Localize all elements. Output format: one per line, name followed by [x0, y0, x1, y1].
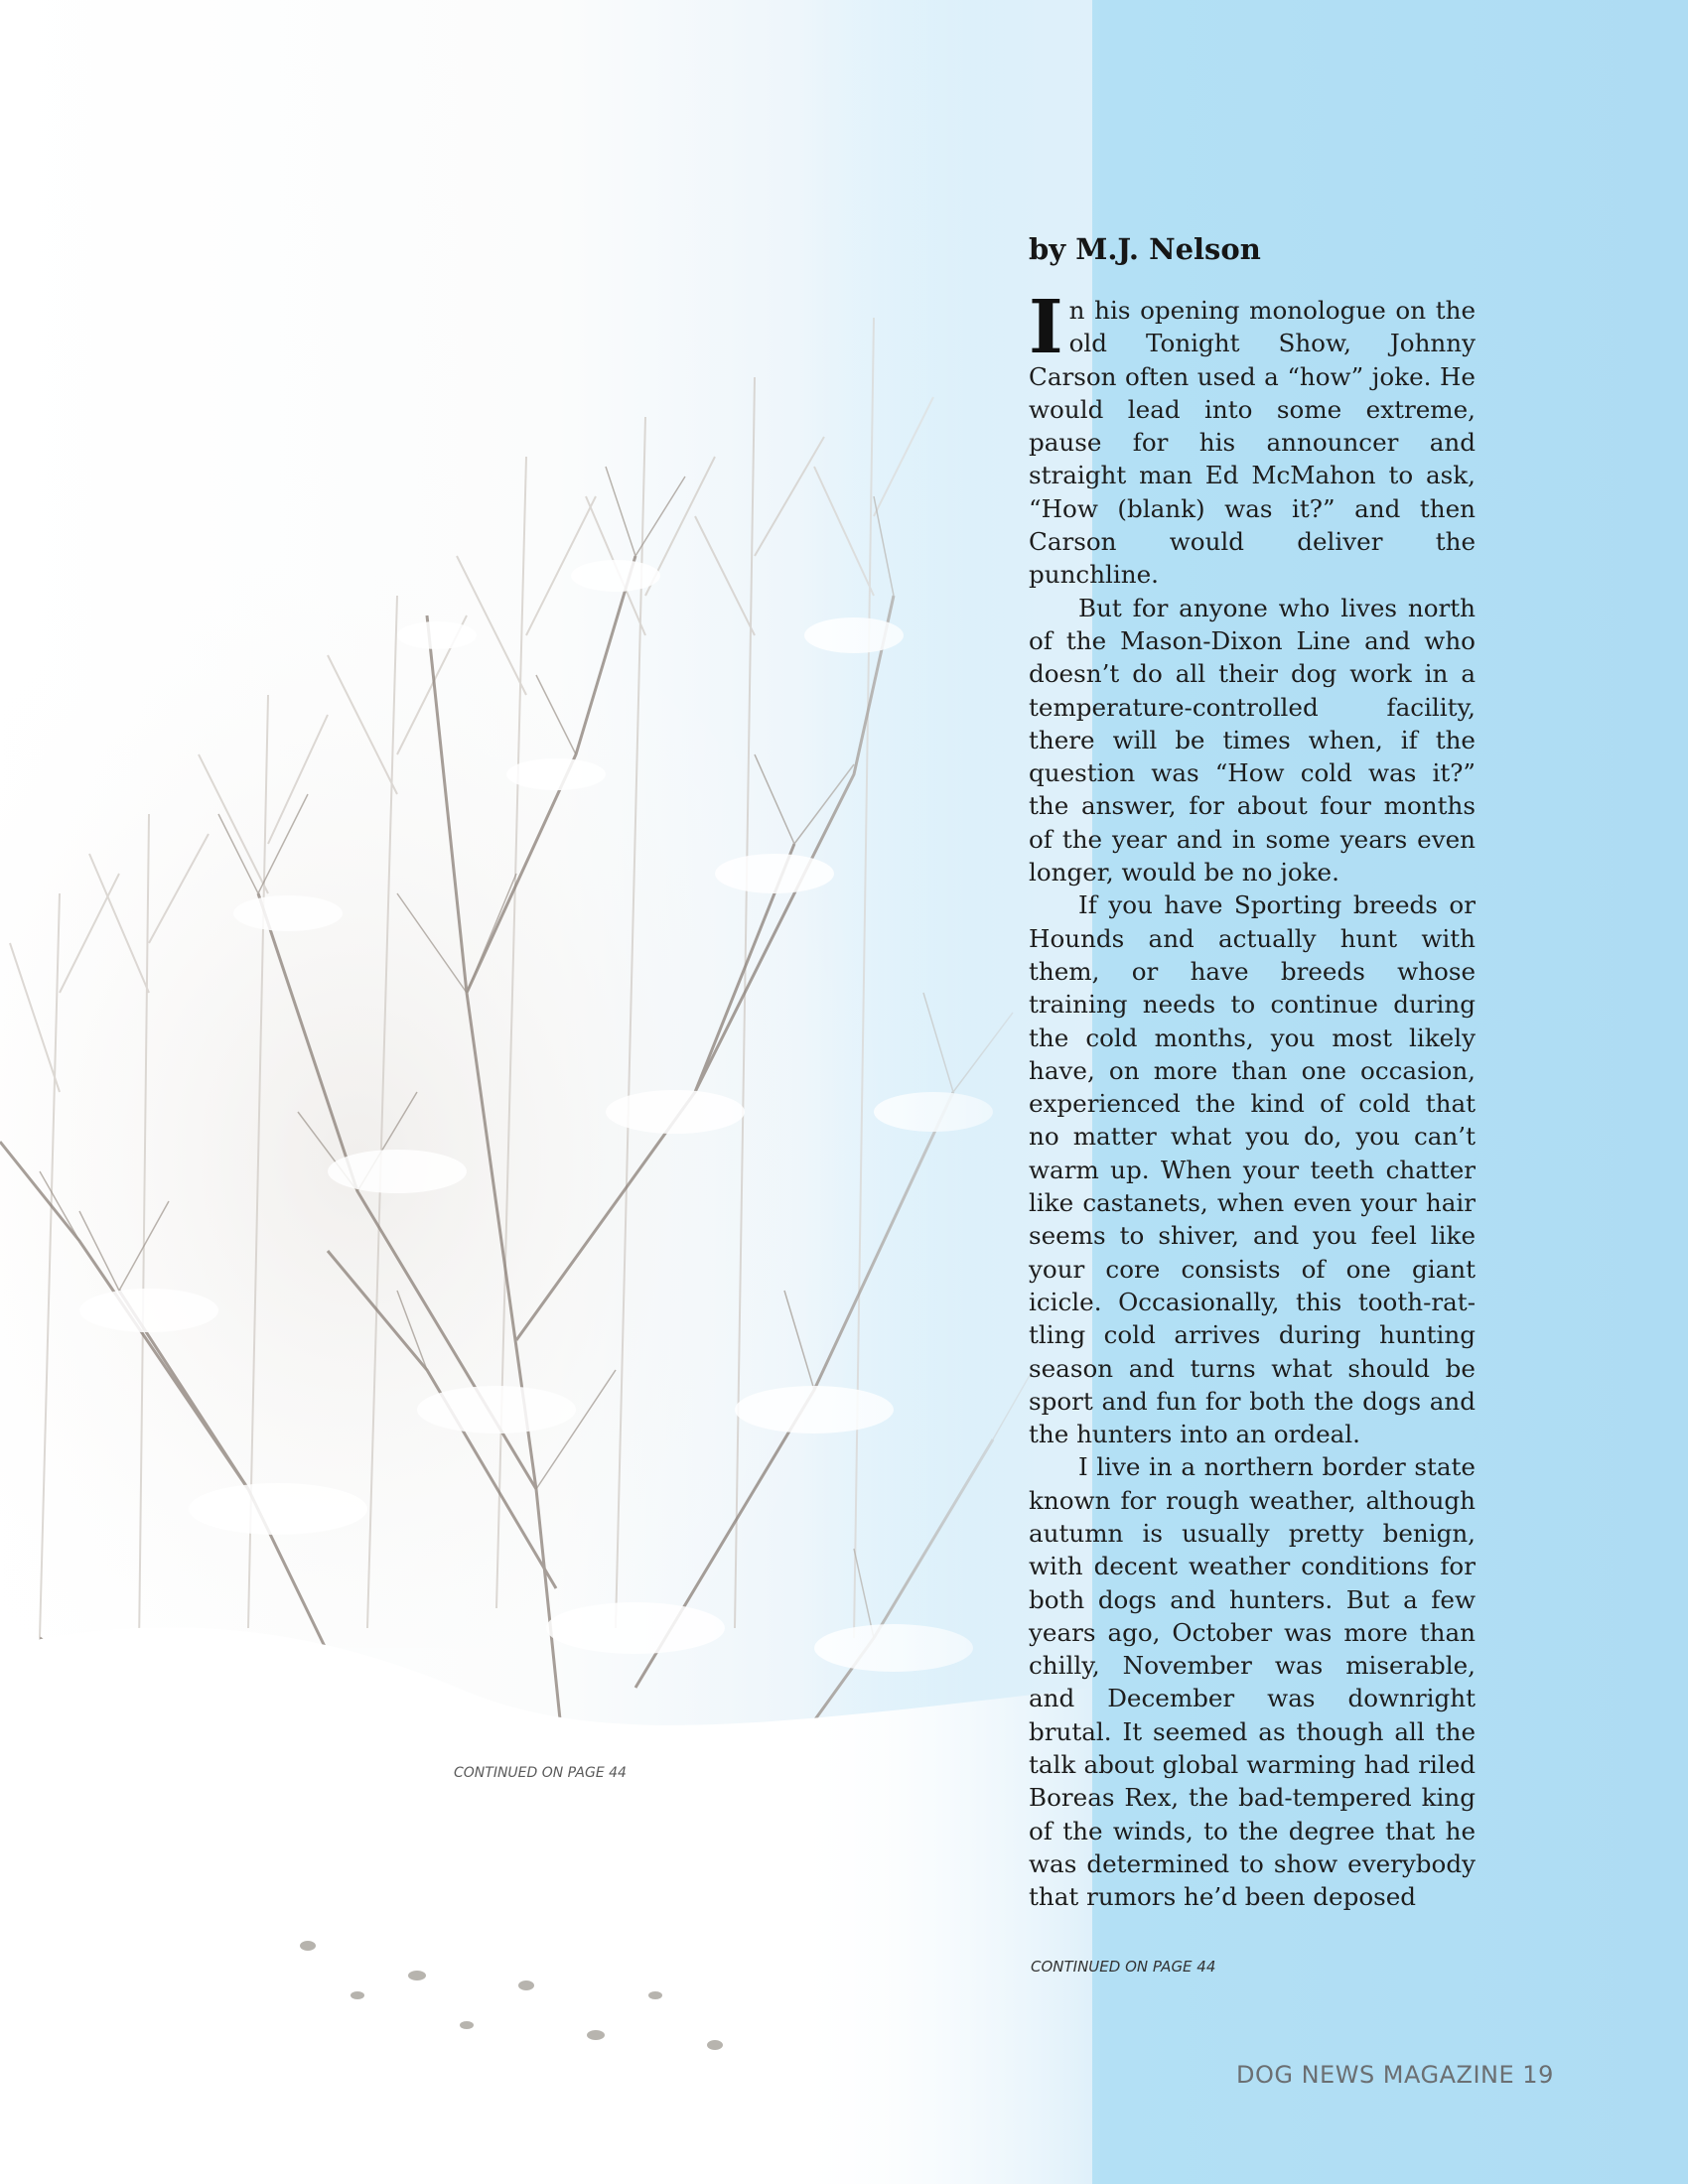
paragraph-text: n his opening monologue on the old Tonight Show, Johnny Carson often used a “how” joke. He would lead into some extreme, pause for his announcer and straight man Ed McMahon to ask, “How (blank) was it?” and then Carson would deliver the punchline. [1029, 296, 1476, 590]
byline: by M.J. Nelson [1029, 232, 1261, 266]
continued-link[interactable]: CONTINUED ON PAGE 44 [1031, 1958, 1216, 1976]
article-paragraph: If you have Sporting breeds or Hounds and actually hunt with them, or have breeds whose training needs to continue during the cold months, you most likely have, on more than one occasion, experienced the kind of cold that no matter what you do, you can’t warm up. When your teeth chatter like castanets, when even your hair seems to shiver, and you feel like your core consists of one giant icicle. Occasionally, this tooth-rattling cold arrives during hunting season and turns what should be sport and fun for both the dogs and the hunters into an ordeal. [1029, 890, 1476, 1449]
article-body [1029, 285, 1476, 1914]
page-folio: DOG NEWS MAGAZINE 19 [1236, 2061, 1554, 2089]
article-paragraph [1029, 285, 1476, 592]
article-paragraph: I live in a northern border state known for rough weather, although autumn is usually pretty benign, with decent weather conditions for both dogs and hunters. But a few years ago, October was more than chilly, November was miserable, and December was downright brutal. It seemed as though all the talk about global warming had riled Boreas Rex, the bad-tempered king of the winds, to the degree that he was determined to show everybody that rumors he’d been deposed [1029, 1452, 1476, 1912]
photo-continued-note: CONTINUED ON PAGE 44 [454, 1765, 627, 1781]
drop-cap: I [1029, 285, 1063, 370]
article-paragraph: But for anyone who lives north of the Mason-Dixon Line and who doesn’t do all their dog work in a temperature-controlled facility, there will be times when, if the question was “How cold was it?” the answer, for about four months of the year and in some years even longer, would be no joke. [1029, 593, 1476, 887]
